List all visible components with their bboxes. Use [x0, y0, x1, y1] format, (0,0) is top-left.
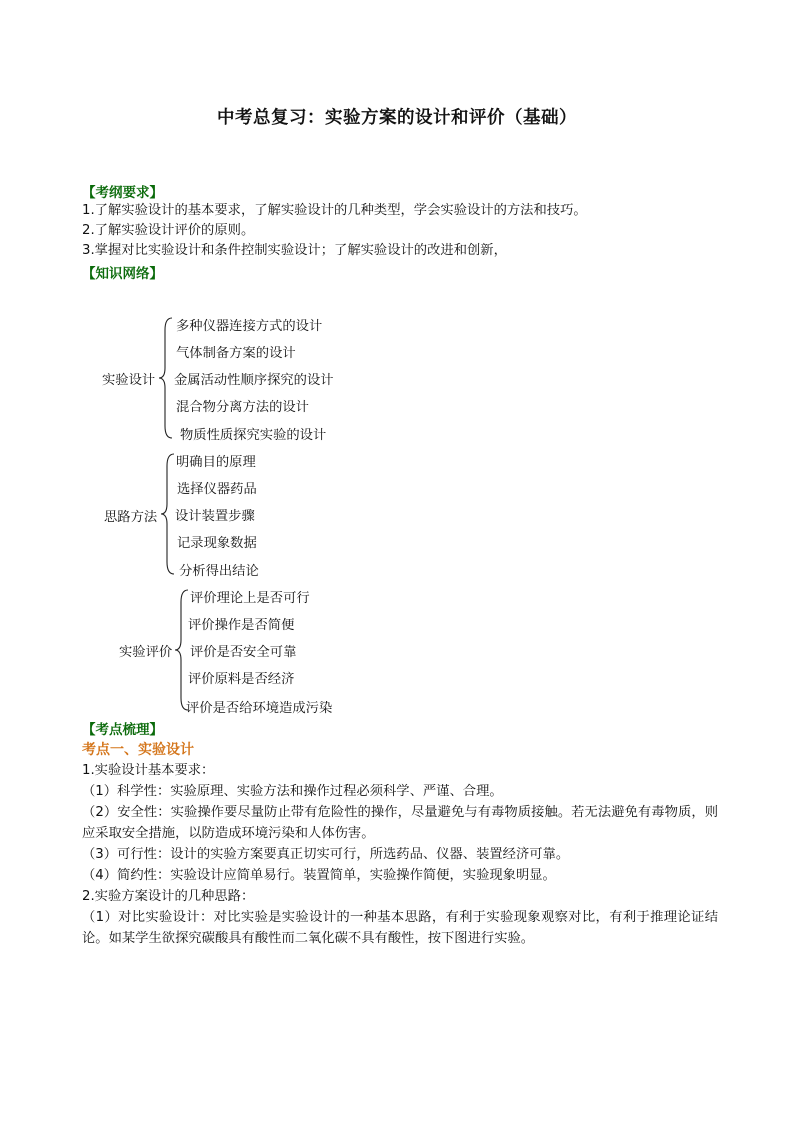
syllabus-heading: 【考纲要求】: [82, 185, 163, 201]
tree-item: 金属活动性顺序探究的设计: [174, 373, 334, 388]
tree-item: 明确目的原理: [176, 455, 256, 470]
tree-item: 分析得出结论: [179, 564, 259, 579]
tree-item: 多种仪器连接方式的设计: [176, 319, 323, 334]
tree-item: 记录现象数据: [177, 536, 257, 551]
paragraph: （3）可行性：设计的实验方案要真正切实可行，所选药品、仪器、装置经济可靠。: [82, 847, 570, 862]
tree-root-experiment-evaluation: 实验评价: [119, 645, 173, 660]
tree-item: 混合物分离方法的设计: [176, 400, 309, 415]
paragraph: 2.实验方案设计的几种思路：: [82, 889, 255, 904]
tree-root-thinking-method: 思路方法: [104, 510, 158, 525]
tree-item: 评价原料是否经济: [188, 672, 295, 687]
paragraph: （4）简约性：实验设计应简单易行。装置简单，实验操作简便，实验现象明显。: [82, 868, 556, 883]
paragraph: （2）安全性：实验操作要尽量防止带有危险性的操作，尽量避免与有毒物质接触。若无法避免有毒物质，则应采取安全措施，以防造成环境污染和人体伤害。: [82, 805, 718, 841]
tree-item: 评价操作是否简便: [188, 618, 295, 633]
tree-item: 选择仪器药品: [177, 482, 257, 497]
syllabus-item: 1.了解实验设计的基本要求，了解实验设计的几种类型，学会实验设计的方法和技巧。: [82, 203, 587, 218]
paragraph: 1.实验设计基本要求：: [82, 763, 215, 778]
tree-item: 评价是否安全可靠: [190, 645, 297, 660]
tree-item: 物质性质探究实验的设计: [180, 428, 327, 443]
syllabus-item: 2.了解实验设计评价的原则。: [82, 223, 255, 238]
tree-item: 设计装置步骤: [175, 509, 255, 524]
network-heading: 【知识网络】: [82, 266, 163, 282]
brace-icon: [158, 316, 174, 440]
tree-item: 气体制备方案的设计: [176, 346, 296, 361]
points-heading: 【考点梳理】: [82, 722, 163, 738]
tree-item: 评价理论上是否可行: [190, 591, 310, 606]
paragraph: （1）科学性：实验原理、实验方法和操作过程必须科学、严谨、合理。: [82, 784, 503, 799]
brace-icon: [160, 452, 176, 576]
paragraph: （1）对比实验设计：对比实验是实验设计的一种基本思路，有利于实验现象观察对比，有利于推理论证结论。如某学生欲探究碳酸具有酸性而二氧化碳不具有酸性，按下图进行实验。: [82, 910, 718, 946]
tree-root-experiment-design: 实验设计: [102, 373, 156, 388]
page-title: 中考总复习：实验方案的设计和评价（基础）: [217, 108, 577, 128]
keypoint-title: 考点一、实验设计: [82, 742, 194, 758]
tree-item: 评价是否给环境造成污染: [186, 701, 333, 716]
syllabus-item: 3.掌握对比实验设计和条件控制实验设计；了解实验设计的改进和创新，: [82, 243, 507, 258]
brace-icon: [174, 588, 190, 712]
